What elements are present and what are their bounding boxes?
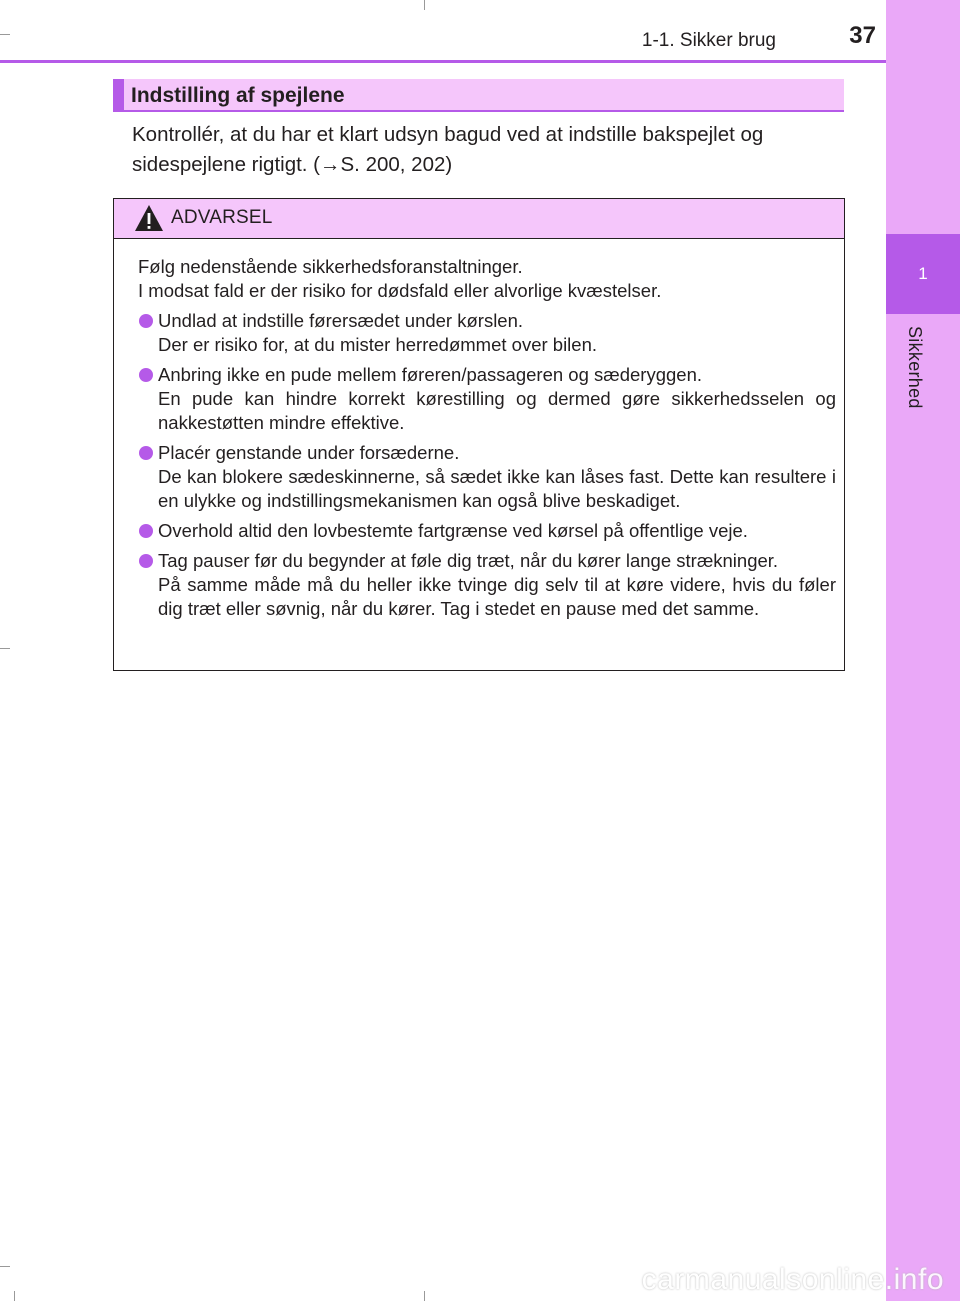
warning-item-main: Overhold altid den lovbestemte fartgrænse ved kørsel på offentlige veje. <box>158 520 748 541</box>
crop-mark <box>0 34 10 35</box>
chapter-number-tab <box>886 234 960 314</box>
warning-item <box>138 363 836 435</box>
warning-item-detail: Der er risiko for, at du mister herredømmet over bilen. <box>158 334 598 355</box>
warning-item-detail: På samme måde må du heller ikke tvinge dig selv til at køre videre, hvis du føler dig træt eller søvnig, når du kører. Tag i stedet en pause med det samme. <box>158 574 836 619</box>
warning-item-detail: De kan blokere sædeskinnerne, så sædet ikke kan låses fast. Dette kan resultere i en ulykke og indstillingsmekanismen kan også blive beskadiget. <box>158 466 836 511</box>
warning-title: ADVARSEL <box>171 207 273 228</box>
warning-item <box>138 549 836 621</box>
warning-body <box>138 255 836 627</box>
bullet-dot-icon <box>139 554 153 568</box>
bullet-dot-icon <box>139 368 153 382</box>
crop-mark <box>14 1291 15 1301</box>
warning-item-main: Anbring ikke en pude mellem føreren/passageren og sæderyggen. <box>158 364 703 385</box>
warning-intro <box>138 255 836 303</box>
section-intro: Kontrollér, at du har et klart udsyn bagud ved at indstille bakspejlet og sidespejlene rigtigt. (→S. 200, 202) <box>132 123 764 176</box>
warning-intro-line: I modsat fald er der risiko for dødsfald eller alvorlige kvæstelser. <box>138 280 662 301</box>
watermark: carmanualsonline.info <box>641 1263 944 1296</box>
crop-mark <box>424 1291 425 1301</box>
warning-item-main: Tag pauser før du begynder at føle dig træt, når du kører lange strækninger. <box>158 550 779 571</box>
warning-item-main: Undlad at indstille førersædet under kørslen. <box>158 310 524 331</box>
page-number: 37 <box>849 22 876 49</box>
chapter-label: Sikkerhed <box>905 326 925 409</box>
warning-item-main: Placér genstande under forsæderne. <box>158 442 460 463</box>
bullet-dot-icon <box>139 314 153 328</box>
section-heading <box>113 79 844 112</box>
warning-item <box>138 519 836 543</box>
chapter-side-strip <box>886 0 960 1301</box>
crop-mark <box>0 648 10 649</box>
crop-mark <box>424 0 425 10</box>
header-rule <box>0 60 886 63</box>
warning-box <box>113 198 845 671</box>
warning-item <box>138 441 836 513</box>
chapter-number: 1 <box>918 264 928 283</box>
header-section-title: 1-1. Sikker brug <box>641 30 776 51</box>
warning-triangle-icon <box>134 203 164 233</box>
warning-item-detail: En pude kan hindre korrekt kørestilling og dermed gøre sikkerhedsselen og nakkestøtten mindre effektive. <box>158 388 836 433</box>
warning-intro-line: Følg nedenstående sikkerhedsforanstaltninger. <box>138 256 523 277</box>
section-title: Indstilling af spejlene <box>131 84 345 107</box>
warning-item <box>138 309 836 357</box>
bullet-dot-icon <box>139 446 153 460</box>
bullet-dot-icon <box>139 524 153 538</box>
warning-header <box>114 199 844 239</box>
crop-mark <box>0 1266 10 1267</box>
